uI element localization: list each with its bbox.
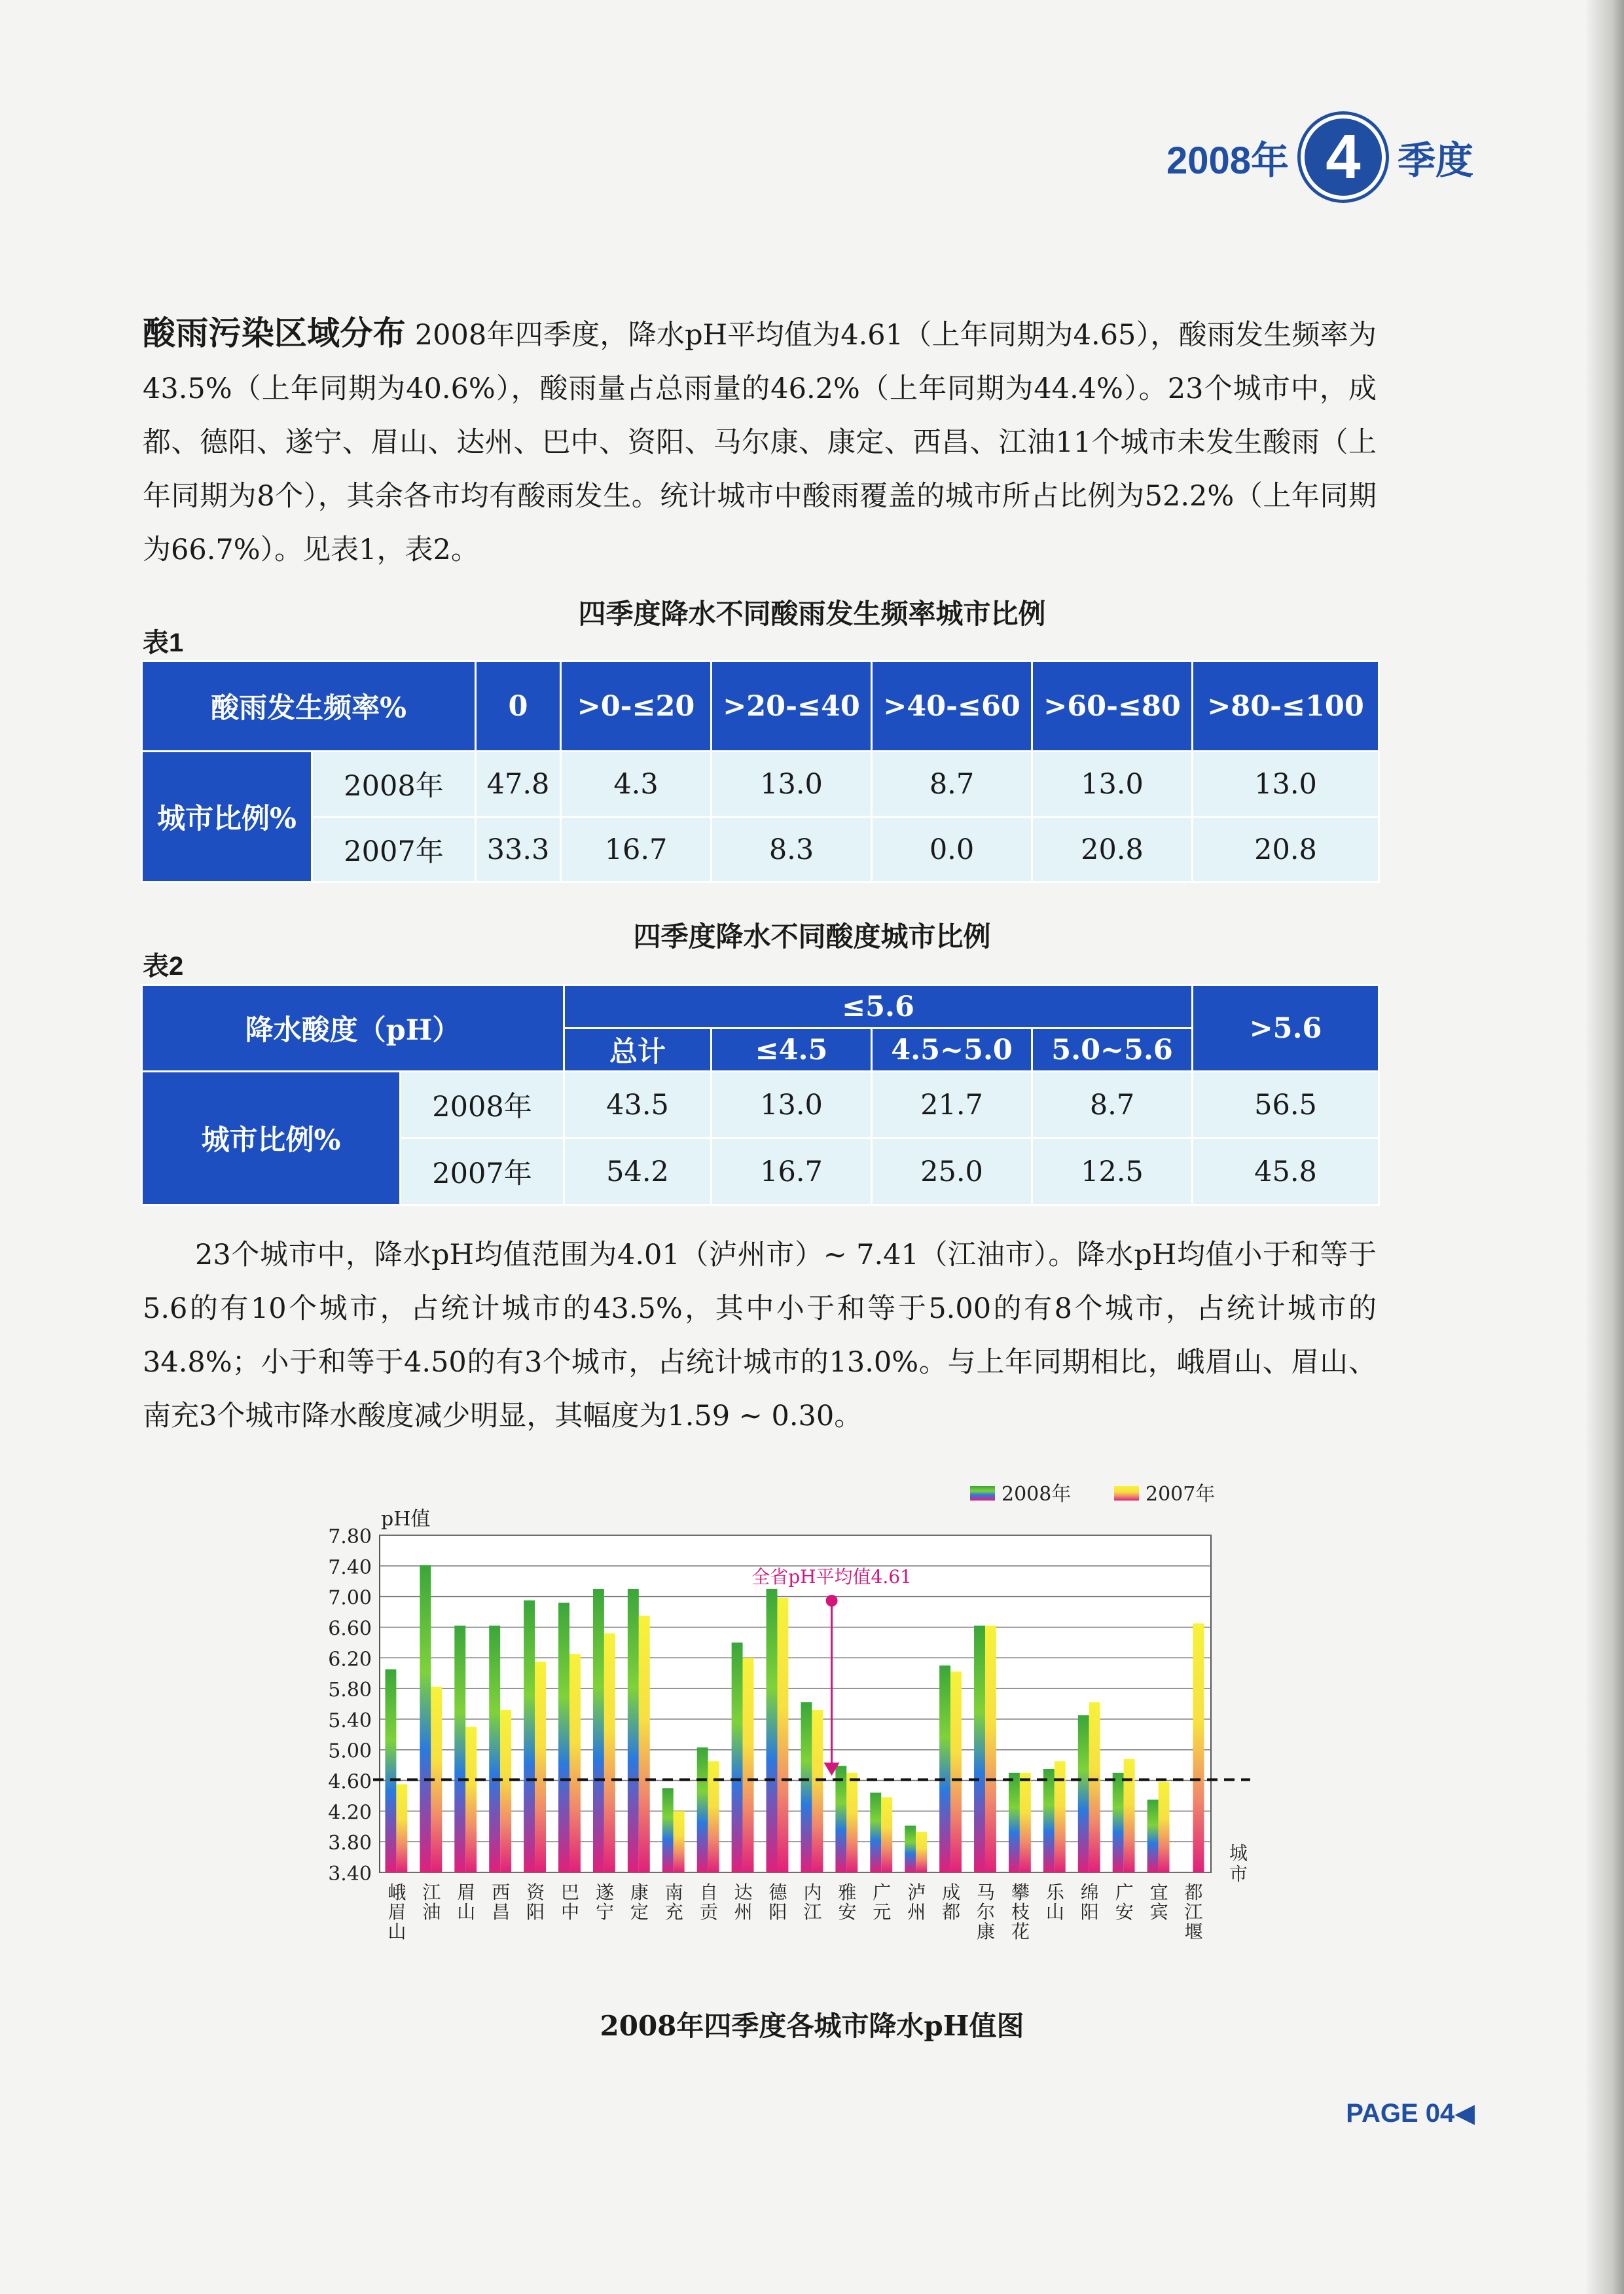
table2-group-header: ≤5.6 — [564, 985, 1193, 1029]
table2-cell: 12.5 — [1032, 1138, 1193, 1205]
bar-2008年 — [801, 1702, 812, 1872]
bar-2007年 — [639, 1616, 650, 1872]
x-tick-label: 广 — [873, 1882, 892, 1903]
bar-2007年 — [708, 1761, 719, 1872]
table2-cell: 56.5 — [1193, 1072, 1379, 1138]
bar-2008年 — [1147, 1800, 1159, 1872]
x-tick-label: 江 — [803, 1901, 822, 1923]
x-tick-label: 堰 — [1184, 1921, 1203, 1942]
table1-col-header: >40-≤60 — [872, 661, 1032, 752]
table1-cell: 8.7 — [872, 752, 1032, 817]
ph-bar-chart — [275, 1466, 1283, 2003]
bar-2008年 — [628, 1589, 639, 1872]
table2-cell: 21.7 — [872, 1072, 1032, 1138]
bar-2008年 — [1043, 1769, 1055, 1872]
bar-2007年 — [1089, 1702, 1100, 1872]
x-tick-label: 州 — [734, 1901, 753, 1923]
x-tick-label: 康 — [630, 1882, 649, 1903]
x-tick-label: 西 — [492, 1882, 511, 1903]
x-tick-label: 雅 — [838, 1882, 857, 1903]
x-tick-label: 泸 — [907, 1882, 926, 1903]
x-tick-label: 安 — [838, 1901, 857, 1923]
section-heading: 酸雨污染区域分布 — [143, 314, 406, 352]
bar-2007年 — [846, 1773, 857, 1872]
table1-cell: 20.8 — [1193, 817, 1379, 883]
table2-label: 表2 — [143, 952, 184, 981]
table1-row-group: 城市比例% — [142, 752, 312, 883]
table2-row-year: 2008年 — [401, 1072, 564, 1138]
legend-swatch-2008年 — [970, 1486, 995, 1501]
y-tick-label: 3.40 — [328, 1863, 372, 1885]
table1-cell: 13.0 — [1193, 752, 1379, 817]
x-tick-label: 眉 — [388, 1901, 406, 1923]
x-tick-label: 宜 — [1149, 1882, 1168, 1903]
intro-text: 2008年四季度，降水pH平均值为4.61（上年同期为4.65），酸雨发生频率为43.5%（上年同期为40.6%），酸雨量占总雨量的46.2%（上年同期为44.4%）。23个城市中，成都、德阳、遂宁、眉山、达州、巴中、资阳、马尔康、康定、西昌、江油11个城市未发生酸雨（上年同期为8个），其余各市均有酸雨发生。统计城市中酸雨覆盖的城市所占比例为52.2%（上年同期为66.7%）。见表1，表2。 — [143, 319, 1377, 566]
quarter-number-badge: 4 — [1301, 115, 1386, 200]
bar-2008年 — [593, 1589, 604, 1872]
table2-cell: 8.7 — [1032, 1072, 1193, 1138]
table1-cell: 4.3 — [561, 752, 712, 817]
table2-header-label: 降水酸度（pH） — [142, 985, 564, 1072]
x-tick-label: 都 — [1184, 1882, 1203, 1903]
bar-2007年 — [569, 1654, 581, 1872]
bar-2007年 — [465, 1727, 477, 1872]
x-tick-label: 贡 — [699, 1901, 718, 1923]
bar-2007年 — [1159, 1782, 1170, 1872]
y-tick-label: 4.60 — [328, 1770, 372, 1794]
y-tick-label: 3.80 — [328, 1832, 372, 1855]
x-tick-label: 巴 — [561, 1882, 580, 1903]
x-tick-label: 山 — [388, 1921, 406, 1942]
table1-col-header: 0 — [476, 661, 561, 752]
table1-cell: 47.8 — [476, 752, 561, 817]
bar-2008年 — [558, 1603, 569, 1872]
table1-row-year: 2008年 — [312, 752, 476, 817]
x-tick-label: 康 — [977, 1921, 996, 1942]
y-tick-label: 6.60 — [328, 1617, 372, 1641]
table2-sub-header: 4.5~5.0 — [872, 1029, 1032, 1072]
x-tick-label: 阳 — [526, 1901, 545, 1923]
table2-cell: 16.7 — [712, 1138, 872, 1205]
x-tick-label: 德 — [768, 1882, 787, 1903]
bar-2008年 — [697, 1747, 708, 1872]
table2-cell: 45.8 — [1193, 1138, 1379, 1205]
bar-2007年 — [1124, 1759, 1135, 1872]
x-tick-label: 江 — [1184, 1901, 1203, 1923]
bar-2007年 — [916, 1832, 927, 1872]
header-season: 季度 — [1397, 139, 1473, 182]
x-tick-label: 成 — [942, 1882, 961, 1903]
x-tick-label: 马 — [977, 1882, 996, 1903]
x-tick-label: 枝 — [1011, 1901, 1030, 1923]
x-tick-label: 元 — [873, 1901, 892, 1923]
bar-2007年 — [674, 1811, 685, 1872]
x-tick-label: 充 — [664, 1901, 683, 1923]
x-tick-label: 宁 — [595, 1901, 614, 1923]
table1-col-header: >20-≤40 — [712, 661, 872, 752]
y-tick-label: 6.20 — [328, 1648, 372, 1671]
bar-2008年 — [870, 1793, 881, 1872]
bar-2008年 — [905, 1826, 916, 1872]
x-tick-label: 安 — [1115, 1901, 1134, 1923]
table1-cell: 33.3 — [476, 817, 561, 883]
bar-2008年 — [662, 1788, 674, 1872]
bar-2007年 — [1193, 1624, 1204, 1872]
y-tick-label: 7.40 — [328, 1556, 372, 1579]
x-tick-label: 内 — [803, 1882, 822, 1903]
bar-2007年 — [604, 1633, 615, 1872]
x-tick-label: 昌 — [492, 1901, 511, 1923]
y-tick-label: 5.80 — [328, 1679, 372, 1702]
table1-row-year: 2007年 — [312, 817, 476, 883]
bar-2008年 — [489, 1626, 500, 1872]
x-axis-label: 市 — [1229, 1863, 1248, 1885]
bar-2008年 — [1113, 1773, 1124, 1872]
y-tick-label: 7.80 — [328, 1525, 372, 1548]
table2-cell: 13.0 — [712, 1072, 872, 1138]
x-axis-label: 城 — [1229, 1842, 1248, 1864]
x-tick-label: 州 — [907, 1901, 926, 1923]
x-tick-label: 中 — [561, 1901, 580, 1923]
y-tick-label: 5.00 — [328, 1739, 372, 1763]
x-tick-label: 阳 — [1080, 1901, 1099, 1923]
page-edge-shadow — [1585, 0, 1624, 2294]
table2-cell: 54.2 — [564, 1138, 712, 1205]
x-tick-label: 攀 — [1011, 1882, 1030, 1903]
header-year: 2008年 — [1166, 139, 1289, 182]
x-tick-label: 乐 — [1045, 1882, 1064, 1903]
table1-cell: 16.7 — [561, 817, 712, 883]
table1-cell: 8.3 — [712, 817, 872, 883]
x-tick-label: 自 — [699, 1882, 718, 1903]
legend-label: 2007年 — [1146, 1483, 1216, 1506]
bar-2007年 — [812, 1710, 823, 1872]
bar-2008年 — [454, 1626, 465, 1872]
bar-2008年 — [835, 1766, 846, 1872]
bar-2007年 — [985, 1626, 996, 1872]
bar-2007年 — [743, 1658, 754, 1872]
bar-2008年 — [767, 1589, 778, 1872]
x-tick-label: 眉 — [457, 1882, 476, 1903]
x-tick-label: 资 — [526, 1882, 545, 1903]
intro-paragraph — [143, 306, 1377, 577]
x-tick-label: 山 — [457, 1901, 476, 1923]
table2 — [141, 984, 1380, 1206]
table1-col-header: >80-≤100 — [1193, 661, 1379, 752]
table1-cell: 13.0 — [712, 752, 872, 817]
x-tick-label: 尔 — [977, 1901, 996, 1923]
y-tick-label: 7.00 — [328, 1586, 372, 1610]
bar-2008年 — [524, 1600, 535, 1872]
x-tick-label: 南 — [664, 1882, 683, 1903]
bar-2008年 — [974, 1626, 985, 1872]
table2-cell: 25.0 — [872, 1138, 1032, 1205]
bar-2008年 — [732, 1643, 743, 1872]
x-tick-label: 江 — [422, 1882, 441, 1903]
bar-2008年 — [1009, 1773, 1020, 1872]
x-tick-label: 定 — [630, 1901, 649, 1923]
table1-cell: 13.0 — [1032, 752, 1193, 817]
x-tick-label: 绵 — [1080, 1882, 1099, 1903]
bar-2008年 — [939, 1666, 950, 1872]
x-tick-label: 达 — [734, 1882, 753, 1903]
ph-chart — [275, 1466, 1283, 2003]
table1-col-header: >0-≤20 — [561, 661, 712, 752]
y-axis-label: pH值 — [381, 1508, 431, 1531]
bar-2007年 — [1055, 1761, 1066, 1872]
bar-2007年 — [396, 1784, 407, 1872]
bar-2007年 — [777, 1598, 788, 1872]
x-tick-label: 阳 — [768, 1901, 787, 1923]
reference-label: 全省pH平均值4.61 — [751, 1566, 912, 1588]
x-tick-label: 峨 — [388, 1882, 406, 1903]
quarter-header — [1166, 121, 1473, 193]
table2-sub-header: 总计 — [564, 1029, 712, 1072]
bar-2007年 — [950, 1671, 962, 1872]
table2-row-year: 2007年 — [401, 1138, 564, 1205]
x-tick-label: 都 — [942, 1901, 961, 1923]
table1-header-label: 酸雨发生频率% — [142, 661, 476, 752]
page-number: PAGE 04◀ — [1346, 2099, 1475, 2128]
x-tick-label: 山 — [1045, 1901, 1064, 1923]
bar-2007年 — [1020, 1773, 1031, 1872]
legend-label: 2008年 — [1001, 1483, 1072, 1506]
table2-sub-header: 5.0~5.6 — [1032, 1029, 1193, 1072]
bar-2008年 — [385, 1669, 396, 1872]
x-tick-label: 广 — [1115, 1882, 1134, 1903]
table1-label: 表1 — [143, 628, 184, 657]
x-tick-label: 油 — [422, 1901, 441, 1923]
x-tick-label: 遂 — [595, 1882, 614, 1903]
table2-row-group: 城市比例% — [142, 1072, 401, 1205]
table2-sub-header: ≤4.5 — [712, 1029, 872, 1072]
y-tick-label: 5.40 — [328, 1709, 372, 1732]
bar-2008年 — [420, 1565, 431, 1872]
table2-title: 四季度降水不同酸度城市比例 — [633, 921, 991, 952]
bar-2007年 — [535, 1662, 546, 1872]
table2-cell: 43.5 — [564, 1072, 712, 1138]
table1-cell: 0.0 — [872, 817, 1032, 883]
bar-2007年 — [881, 1797, 892, 1872]
y-tick-label: 4.20 — [328, 1801, 372, 1825]
bar-2008年 — [1078, 1715, 1089, 1872]
table1-cell: 20.8 — [1032, 817, 1193, 883]
chart-title: 2008年四季度各城市降水pH值图 — [600, 2010, 1024, 2042]
table1-col-header: >60-≤80 — [1032, 661, 1193, 752]
table2-last-col-header: >5.6 — [1193, 985, 1379, 1072]
table1 — [141, 660, 1380, 883]
legend-swatch-2007年 — [1114, 1486, 1139, 1501]
x-tick-label: 宾 — [1149, 1901, 1168, 1923]
bar-2007年 — [500, 1710, 511, 1872]
x-tick-label: 花 — [1011, 1921, 1030, 1942]
table1-title: 四季度降水不同酸雨发生频率城市比例 — [578, 598, 1046, 629]
analysis-paragraph: 23个城市中，降水pH均值范围为4.01（泸州市）~ 7.41（江油市）。降水pH均值小于和等于5.6的有10个城市，占统计城市的43.5%，其中小于和等于5.00的有8个城市，占统计城市的34.8%；小于和等于4.50的有3个城市，占统计城市的13.0%。与上年同期相比，峨眉山、眉山、南充3个城市降水酸度减少明显，其幅度为1.59 ~ 0.30。 — [143, 1239, 1377, 1432]
